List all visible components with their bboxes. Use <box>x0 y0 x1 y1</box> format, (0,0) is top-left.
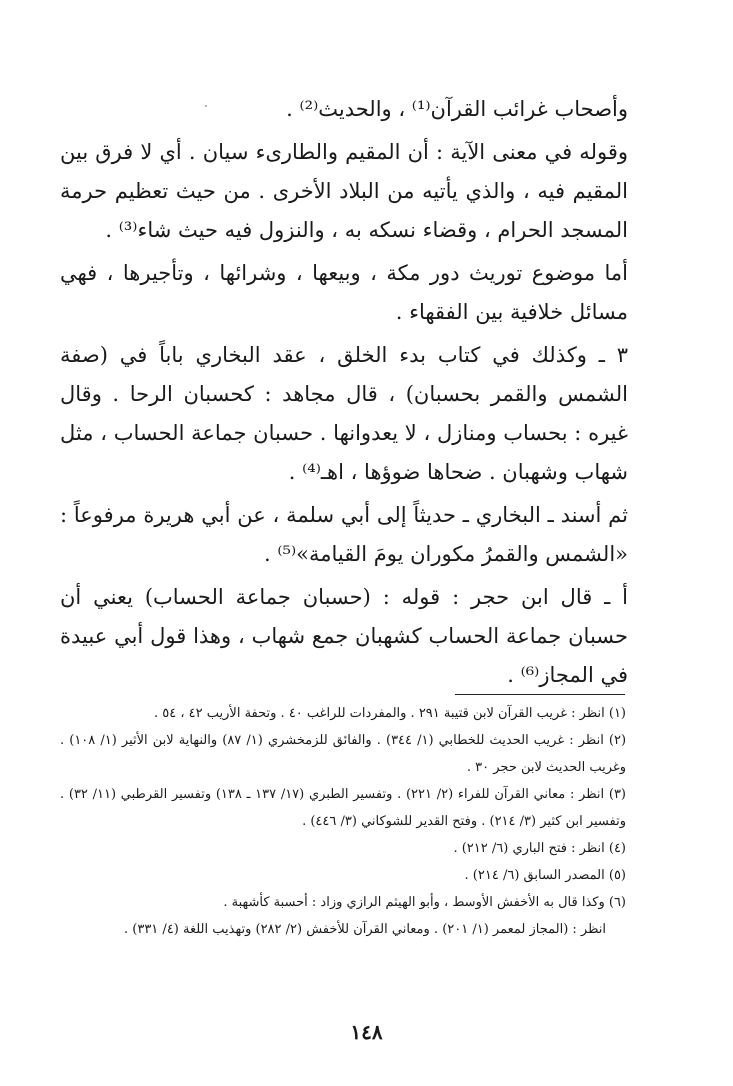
paragraph-2: وقوله في معنى الآية : أن المقيم والطارىء سيان . أي لا فرق بين المقيم فيه ، والذي يأتيه من البلاد الأخرى . من حيث تعظيم حرمة المسجد الحرام ، وقضاء نسكه به ، والنزول فيه حيث شاء⁽³⁾ . <box>60 140 628 242</box>
footnote-5: (٥) المصدر السابق (٦/ ٢١٤) . <box>464 868 626 883</box>
footnote-4: (٤) انظر : فتح الباري (٦/ ٢١٢) . <box>453 841 626 856</box>
paragraph-1: وأصحاب غرائب القرآن⁽¹⁾ ، والحديث⁽²⁾ . <box>286 97 628 121</box>
paragraph-3: أما موضوع توريث دور مكة ، وبيعها ، وشرائها ، وتأجيرها ، فهي مسائل خلافية بين الفقهاء . <box>60 261 628 324</box>
paragraph-6: أ ـ قال ابن حجر : قوله : (حسبان جماعة الحساب) يعني أن حسبان جماعة الحساب كشهبان جمع شهاب ، وهذا قول أبي عبيدة في المجاز⁽⁶⁾ . <box>60 585 628 687</box>
paragraph-4: ٣ ـ وكذلك في كتاب بدء الخلق ، عقد البخاري باباً في (صفة الشمس والقمر بحسبان) ، قال مجاهد : كحسبان الرحا . وقال غيره : بحساب ومنازل ، لا يعدوانها . حسبان جماعة الحساب ، مثل شهاب وشهبان . ضحاها ضوؤها ، اهـ⁽⁴⁾ . <box>60 343 628 484</box>
footnote-2: (٢) انظر : غريب الحديث للخطابي (١/ ٣٤٤) . والفائق للزمخشري (١/ ٨٧) والنهاية لابن الأثير (١/ ١٠٨) . وغريب الحديث لابن حجر ٣٠ . <box>60 733 627 775</box>
footnote-divider <box>455 694 625 695</box>
footnote-6-continued: انظر : (المجاز لمعمر (١/ ٢٠١) . ومعاني القرآن للأخفش (٢/ ٢٨٢) وتهذيب اللغة (٤/ ٣٣١) . <box>124 922 606 937</box>
page-number: ١٤٨ <box>350 1020 383 1044</box>
paragraph-5: ثم أسند ـ البخاري ـ حديثاً إلى أبي سلمة ، عن أبي هريرة مرفوعاً : «الشمس والقمرُ مكوران يومَ القيامة»⁽⁵⁾ . <box>60 503 628 566</box>
footnotes <box>60 700 626 943</box>
footnote-1: (١) انظر : غريب القرآن لابن قتيبة ٢٩١ . والمفردات للراغب ٤٠ . وتحفة الأريب ٤٢ ، ٥٤ . <box>153 706 626 721</box>
footnote-6: (٦) وكذا قال به الأخفش الأوسط ، وأبو الهيثم الرازي وزاد : أحسبة كأشهبة . <box>223 895 626 910</box>
footnote-3: (٣) انظر : معاني القرآن للفراء (٢/ ٢٢١) . وتفسير الطبري (١٧/ ١٣٧ ـ ١٣٨) وتفسير القرطبي (١١/ ٣٢) . وتفسير ابن كثير (٣/ ٢١٤) . وفتح القدير للشوكاني (٣/ ٤٤٦) . <box>60 787 626 829</box>
main-text <box>60 90 628 699</box>
